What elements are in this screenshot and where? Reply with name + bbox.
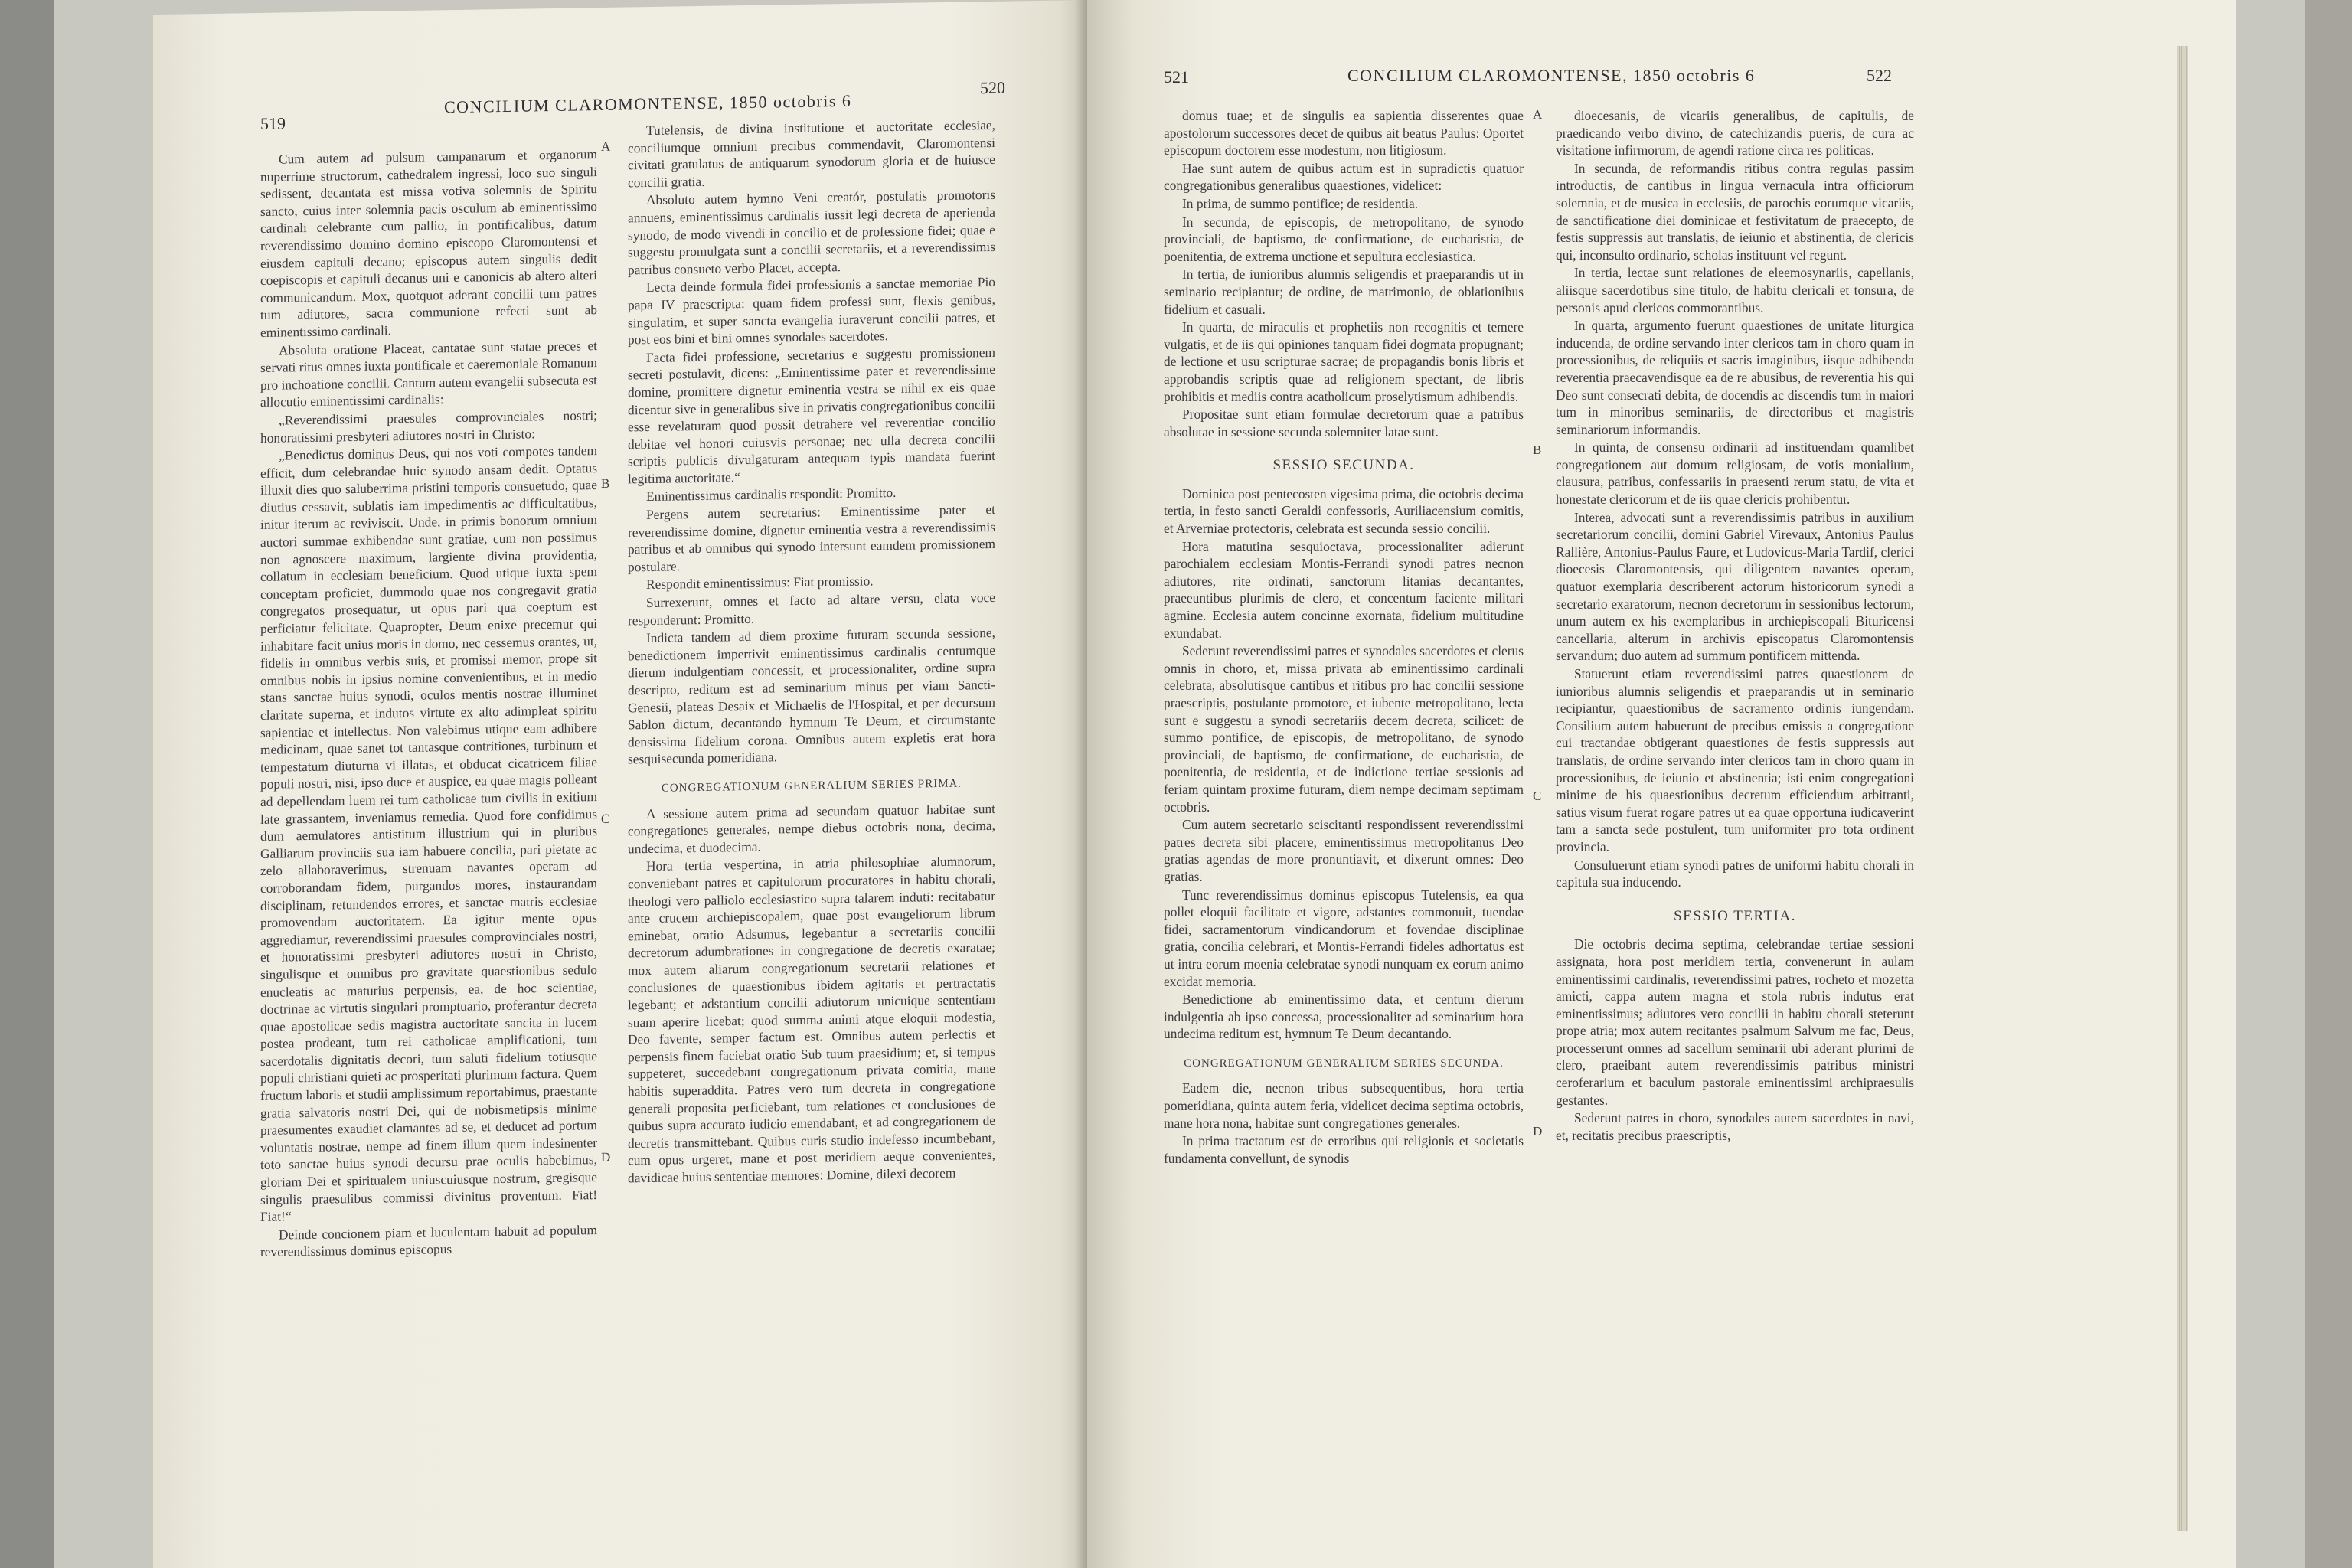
- left-col2-paragraph: Tutelensis, de divina institutione et auctoritate ecclesiae, conciliumque omnium precibus commendavit, Claromontensi civitati gratulatus de antiquarum synodorum gloria et de huiusce concilii gratia.: [628, 116, 995, 191]
- right-col1-paragraph: Benedictione ab eminentissimo data, et centum dierum indulgentia ab ipso concessa, processionaliter ad seminarium hora undecima reditum est, hymnum Te Deum decantando.: [1164, 991, 1524, 1042]
- left-col2-paragraph: Pergens autem secretarius: Eminentissime pater et reverendissime domine, dignetur eminentia vestra a reverendissimis patribus et ab omnibus qui synodo intersunt eamdem promissionem postulare.: [628, 501, 995, 575]
- right-col2-paragraph: In tertia, lectae sunt relationes de eleemosynariis, capellanis, aliisque sacerdotibus sine titulo, de habitu clericali et tonsura, de personis apud clericos commorantibus.: [1556, 265, 1914, 315]
- left-col2-paragraph: Eminentissimus cardinalis respondit: Promitto.: [646, 485, 897, 505]
- right-col1-paragraph: In quarta, de miraculis et prophetiis non recognitis et temere vulgatis, et de iis qui opiniones tanquam fidei dogmata propugnant; de lectione et usu scripturae sacrae; de propagandis bonis libris et approbandis scriptis quae ad religionem spectant, de libris prohibitis et mediis contra acatholicum proselytismum adhibendis.: [1164, 319, 1524, 404]
- running-head-left: CONCILIUM CLAROMONTENSE, 1850 octobris 6: [444, 90, 852, 117]
- left-col2-paragraph: Lecta deinde formula fidei professionis a sanctae memoriae Pio papa IV praescripta: quam fidem professi sunt, flexis genibus, singulatim, et super sancta evangelia iuraverunt concilii patres, et post eos bini et bini omnes synodales sacerdotes.: [628, 274, 995, 348]
- right-col1-subheading: CONGREGATIONUM GENERALIUM SERIES SECUNDA.: [1184, 1057, 1504, 1070]
- right-col1-paragraph: Dominica post pentecosten vigesima prima, die octobris decima tertia, in festo sancti Geraldi confessoris, Auriliacensium comitis, et Arverniae protectoris, celebrata est secunda sessio concilii.: [1164, 485, 1524, 537]
- left-col1-paragraph: Cum autem ad pulsum campanarum et organorum nuperrime structorum, cathedralem ingressi, loco suo singuli sedissent, decantata est missa votiva solemnis de Spiritu sancto, cuius inter solemnia pacis osculum ab eminentissimo cardinali celebrante cum pallio, in pontificalibus, datum reverendissimo domino domino episcopo Claromontensi et eiusdem capituli decano; episcopus autem singulis dedit coepiscopis et capituli decanus uni e canonicis ab altero alteri communicandum. Mox, quotquot aderant concilii tum patres tum adiutores, sacra communione refecti sunt ab eminentissimo cardinali.: [260, 146, 597, 340]
- right-col2-paragraph: dioecesanis, de vicariis generalibus, de capitulis, de praedicando verbo divino, de catechizandis pueris, de cura ac visitatione infirmorum, de agendi ratione circa res politicas.: [1556, 108, 1914, 158]
- right-page-column-1: [1164, 107, 1524, 1168]
- running-head-right: CONCILIUM CLAROMONTENSE, 1850 octobris 6: [1348, 66, 1756, 85]
- left-col2-paragraph: Indicta tandem ad diem proxime futuram secunda sessione, benedictionem impertivit eminentissimus cardinalis centumque dierum indulgentiam concessit, et processionaliter, ordine supra descripto, reditum est ad seminarium minus per viam Sancti-Genesii, plateas Desaix et Michaelis de l'Hospital, et per decursum Sablon dictum, decantando hymnum Te Deum, et circumstante densissima fidelium corona. Omnibus autem expletis erat hora sesquisecunda pomeridiana.: [628, 625, 995, 767]
- right-col1-paragraph: In tertia, de iunioribus alumnis seligendis et praeparandis ut in seminario recipiantur; de ordine, de matrimonio, de oblationibus fidelium et casuali.: [1164, 266, 1524, 317]
- right-col2-paragraph: Die octobris decima septima, celebrandae tertiae sessioni assignata, hora post meridiem tertia, convenerunt in aulam eminentissimi cardinalis, reverendissimi patres, rocheto et mozetta amicti, cappa autem magna et stola rubris indutus erat eminentissimus; adiutores vero concilii in habitu chorali steterunt prope atria; mox autem recitantes psalmum Salvum me fac, Deus, processerunt omnes ad sacellum seminarii ubi aderant plurimi de clero, praeibant autem reverendissimis patribus ministri ceroferarium et baculum pastorale eminentissimi archipraesulis gestantes.: [1556, 936, 1914, 1108]
- margin-letter-c: C: [601, 811, 610, 826]
- page-number-520: 520: [980, 77, 1005, 98]
- right-col2-paragraph: Consuluerunt etiam synodi patres de uniformi habitu chorali in capitula sua inducendo.: [1556, 857, 1914, 890]
- left-col2-paragraph: Hora tertia vespertina, in atria philosophiae alumnorum, conveniebant patres et capitulorum procuratores in habitu chorali, theologi vero palliolo ecclesiastico supra talarem induti: recitabatur ante crucem archiepiscopalem, quae post evangeliorum librum eminebat, oratio Adsumus, legebantur a secretariis concilii decretorum adumbrationes in congregatione de decretis exaratae; mox autem aliarum congregationum secretarii relationes et conclusiones de quaestionibus ibidem agitatis et pertractatis legebant; et adstantium concilii adiutorum unicuique sententiam suam aperire licebat; quod summa animi atque eloquii modestia, Deo favente, semper factum est. Omnibus autem perlectis et perpensis finem faciebat oratio Sub tuum praesidium; et, si tempus suppeteret, succedebant congregationum privata comitia, mane habitis superaddita. Patres vero tum decreta in congregatione generali proposita perficiebant, tum relationes et conclusiones de quibus supra accurato iudicio emendabant, et ad congregationem de decretis transmittebant. Quibus curis studio indefesso incumbebant, cum opus urgeret, mane et post meridiem aeque convenientes, davidicae huius sententiae memores: Domine, dilexi decorem: [628, 853, 995, 1186]
- right-col2-paragraph: Statuerunt etiam reverendissimi patres quaestionem de iunioribus alumnis seligendis et praeparandis ut in seminario recipiantur, quaestionibus de sacramento ordinis iungendam. Consilium autem habuerunt de precibus emissis a congregatione cui tractandae obtigerant quaestiones de festis suppressis aut translatis, de ordine servando inter clericos tam in choro quam in processionibus, de ieiunio et abstinentia; isti enim congregationi minime de his quaestionibus decretum efficiendum arbitranti, satius visum fuerat rogare patres ut ea quae opportuna iudicaverint tam a sancta sede postulent, tum uniformiter pro tota ordinent provincia.: [1556, 666, 1914, 854]
- left-col1-paragraph: Absoluta oratione Placeat, cantatae sunt statae preces et servati ritus omnes iuxta pontificale et caeremoniale Romanum pro inchoatione concilii. Cantum autem evangelii subsecuta est allocutio eminentissimi cardinalis:: [260, 337, 597, 410]
- margin-letter-d: D: [601, 1149, 611, 1165]
- right-col1-paragraph: domus tuae; et de singulis ea sapientia disserentes quae apostolorum successores decet de quibus ait beatus Paulus: Oportet episcopum doctorem esse modestum, non litigiosum.: [1164, 108, 1524, 158]
- left-page-column-1: [260, 145, 597, 1262]
- page-edge-stack: [2177, 46, 2188, 1531]
- right-col2-section-heading: SESSIO TERTIA.: [1674, 907, 1796, 924]
- right-col1-paragraph: Eadem die, necnon tribus subsequentibus, hora tertia pomeridiana, quinta autem feria, videlicet decima septima octobris, mane hora nona, habitae sunt congregationes generales.: [1164, 1080, 1524, 1131]
- right-col1-paragraph: In prima, de summo pontifice; de residentia.: [1182, 195, 1419, 211]
- right-col1-paragraph: In secunda, de episcopis, de metropolitano, de synodo provinciali, de baptismo, de confirmatione, de eucharistia, de poenitentia, de extrema unctione et sepultura ecclesiastica.: [1164, 214, 1524, 264]
- right-col2-paragraph: In secunda, de reformandis ritibus contra regulas passim introductis, de cantibus in lingua vernacula intra officiorum solemnia, et de musica in ecclesiis, de parochis eorumque vicariis, de sanctificatione diei dominicae et festivitatum de praecepto, de festis suppressis aut translatis, de ieiunio et abstinentia, de clericis qui, inconsulto ordinario, scholas instituunt vel regunt.: [1556, 160, 1914, 263]
- right-col2-paragraph: In quarta, argumento fuerunt quaestiones de unitate liturgica inducenda, de ordine servando inter clericos tam in choro quam in processionibus, de reliquiis et sacris imaginibus, iisque adhibenda reverentia praecavendisque ea de re abusibus, de reverentia his qui Deo sunt consecrati debita, de docendis ac discendis tum in maiori tum in minoribus seminariis, de directoribus et magistris seminariorum informandis.: [1556, 318, 1914, 437]
- left-col2-paragraph: Facta fidei professione, secretarius e suggestu promissionem secreti postulavit, dicens: „Eminentissime pater et reverendissime domine, promittere dignetur eminentia vestra se nihil ex eis quae dicentur sive in generalibus sive in privatis congregationibus concilii esse revelaturam quod possit detrahere vel reverentiae concilio debitae vel honori cuiusvis personae; nec ulla decreta concilii scriptis publicis divulgaturam antequam typis mandata fuerint legitima auctoritate.“: [628, 344, 995, 487]
- right-col1-paragraph: Propositae sunt etiam formulae decretorum quae a patribus absolutae in sessione secunda solemniter latae sunt.: [1164, 407, 1524, 439]
- margin-letter-c-right: C: [1533, 789, 1542, 803]
- margin-letter-a-right: A: [1533, 107, 1543, 122]
- left-page-column-2: [628, 116, 995, 1187]
- left-col2-subheading: CONGREGATIONUM GENERALIUM SERIES PRIMA.: [661, 777, 962, 795]
- margin-letter-a: A: [601, 139, 611, 154]
- page-number-519: 519: [260, 113, 286, 133]
- margin-letter-b: B: [601, 475, 610, 491]
- right-col1-paragraph: Hora matutina sesquioctava, processionaliter adierunt parochialem ecclesiam Montis-Ferrandi synodi patres necnon adiutores, rite ordinati, sanctorum litanias decantantes, praeeuntibus plurimis de clero, et concentum faciente militari agmine. Ecclesia autem concinne exornata, fidelium multitudine exundabat.: [1164, 538, 1524, 641]
- left-col2-paragraph: Surrexerunt, omnes et facto ad altare versu, elata voce responderunt: Promitto.: [628, 589, 995, 629]
- left-col2-paragraph: A sessione autem prima ad secundam quatuor habitae sunt congregationes generales, nempe diebus octobris nona, decima, undecima, et duodecima.: [628, 800, 995, 857]
- right-col2-paragraph: Interea, advocati sunt a reverendissimis patribus in auxilium secretariorum concilii, domini Gabriel Virevaux, Antonius Paulus Rallière, Antonius-Paulus Faure, et Ludovicus-Maria Tardif, clerici dioecesis Claromontensis, qui diligentem navantes operam, quatuor exemplaria describerent actorum historicorum synodi a secretario exaratorum, necnon decretorum in sessionibus lectorum, unum autem ex his exemplaribus in archiepiscopali Bituricensi cancellaria, alterum in archivis episcopatus Claromontensis servandum; duo autem ad summum pontificem mittenda.: [1556, 509, 1914, 664]
- right-page: [1087, 0, 2236, 1568]
- right-col1-paragraph: In prima tractatum est de erroribus qui religionis et societatis fundamenta convellunt, de synodis: [1164, 1133, 1524, 1166]
- right-col1-section-heading: SESSIO SECUNDA.: [1272, 457, 1415, 474]
- left-col1-paragraph: „Reverendissimi praesules comprovinciales nostri; honoratissimi presbyteri adiutores nostri in Christo:: [260, 407, 597, 446]
- right-col2-paragraph: In quinta, de consensu ordinarii ad instituendam quamlibet congregationem aut domum religiosam, de votis monialium, clausura, patribus, confessariis in praesenti rerum statu, de vita et honestate clericorum et de iis quae clericis prohibentur.: [1556, 439, 1914, 508]
- right-col1-paragraph: Sederunt reverendissimi patres et synodales sacerdotes et clerus omnis in choro, et, missa privata ab eminentissimo cardinali celebrata, absolutisque cantibus et ritibus pro hac concilii sessione praescriptis, postulante promotore, et iubente metropolitano, lecta sunt e suggestu a synodi secretariis decem decreta, scilicet: de summo pontifice, de episcopis, de metropolitano, de synodo provinciali, de baptismo, de confirmatione, de eucharistia, de poenitentia, de residentia, et de indictione tertiae sessionis ad feriam quintam proxime futuram, diem nempe decimam septimam octobris.: [1164, 643, 1524, 815]
- margin-letter-d-right: D: [1533, 1124, 1543, 1138]
- page-number-521: 521: [1164, 67, 1189, 87]
- left-col2-paragraph: Absoluto autem hymno Veni creatór, postulatis promotoris annuens, eminentissimus cardinalis iussit legi decreta de aperienda synodo, de modo vivendi in concilio et de professione fidei; quae e suggestu promulgata sunt a concilii secretariis, et a reverendissimis patribus consueto verbo Placet, accepta.: [628, 187, 995, 278]
- right-col1-paragraph: Tunc reverendissimus dominus episcopus Tutelensis, ea qua pollet eloquii facilitate et vigore, adstantes commonuit, tuendae fidei, sacramentorum vindicandorum et fovendae disciplinae gratia, concilia celebrari, et Montis-Ferrandi fideles adhortatus est ut intra eorum moenia celebratae synodi nunquam ex eorum animo excidat memoria.: [1164, 887, 1524, 989]
- right-col2-paragraph: Sederunt patres in choro, synodales autem sacerdotes in navi, et, recitatis precibus praescriptis,: [1556, 1110, 1914, 1143]
- right-col1-paragraph: Cum autem secretario sciscitanti respondissent reverendissimi patres decreta sibi placere, eminentissimus metropolitanus Deo gratias agendas de more pronuntiavit, et dixerunt omnes: Deo gratias.: [1164, 817, 1524, 884]
- left-col1-paragraph: Deinde concionem piam et luculentam habuit ad populum reverendissimus dominus episcopus: [260, 1221, 597, 1260]
- left-col2-paragraph: Respondit eminentissimus: Fiat promissio.: [646, 573, 874, 593]
- margin-letter-b-right: B: [1533, 443, 1542, 457]
- left-col1-paragraph: „Benedictus dominus Deus, qui nos voti compotes tandem efficit, dum celebrandae huic synodo ansam dedit. Optatus illuxit dies quo saluberrima pristini temporis consuetudo, quae diutius cessavit, sublatis iam impedimentis ac difficultatibus, initur iterum ac reviviscit. Unde, in primis bonorum omnium auctori summae exhibendae sunt gratiae, cum non possimus non agnoscere maximum, largiente divina providentia, collatum in ecclesiam beneficium. Quod utique iuxta spem conceptam proficiet, dummodo quae nos congregavit gratia congregatos prosequatur, ut opus pari qua coeptum est perficiatur felicitate. Quapropter, Deum enixe precemur qui inhabitare facit unius moris in domo, nec cessemus orantes, ut, fidelis in omnibus verbis suis, et promissi memor, prope sit omnibus nobis in ipsius nomine convenientibus, et in medio stans sanctae huius synodi, oculos mentis nostrae illuminet claritate superna, et indutos virtute ex alto adimpleat spiritu sapientiae et intellectus. Non valebimus utique eam adhibere medicinam, quae sanet tot tantasque contritiones, turbinum et tempestatum diuturna vi illatas, et obducat cicatricem filiae populi nostri, nisi, ipso duce et auspice, ea quae magis polleant ad depellendam luem rei tum catholicae tum civilis in exitium late grassantem, inveniamus remedia. Quod fore confidimus dum aemulatores antistitum illustrium qui in pluribus Galliarum provinciis sua iam habuere concilia, pari pietate ac zelo allaboraverimus, strenuam navantes operam ad corroborandam fidem, purgandos mores, instaurandam disciplinam, retundendos errores, et sanctae matris ecclesiae promovendam auctoritatem. Ea igitur mente opus aggrediamur, reverendissimi praesules comprovinciales nostri, et honoratissimi presbyteri adiutores nostri in Christo, singulisque et omnibus pro gravitate quaestionibus sedulo enucleatis ac maturius perpensis, ea, de hoc scientiae, doctrinae ac virtutis singulari promptuario, proferantur decreta quae apostolicae sedis magistra auctoritate sancita in lucem postea prodeant, tum rei catholicae amplificationi, tum sacerdotalis dignitatis decori, tum saluti fidelium totiusque populi christiani quieti ac prosperitati plurimum factura. Quem fructum laboris et studii amplissimum reportabimus, praestante gratia salvatoris nostri Dei, qui de nobismetipsis minime praesumentes exaudiet clamantes ad se, et deducet ad portum voluntatis nostrae, nempe ad finem illum quem indesinenter toto sanctae huius synodi decursu prae oculis habebimus, gloriam Dei et spiritualem uniuscuiusque nostrum, gregisque singulis praesulibus commissi divinitus proventum. Fiat! Fiat!“: [260, 443, 597, 1225]
- right-page-column-2: [1556, 107, 1914, 1145]
- left-page: [153, 0, 1087, 1568]
- right-col1-paragraph: Hae sunt autem de quibus actum est in supradictis quatuor congregationibus generalibus quaestiones, videlicet:: [1164, 160, 1524, 194]
- page-number-522: 522: [1867, 66, 1892, 85]
